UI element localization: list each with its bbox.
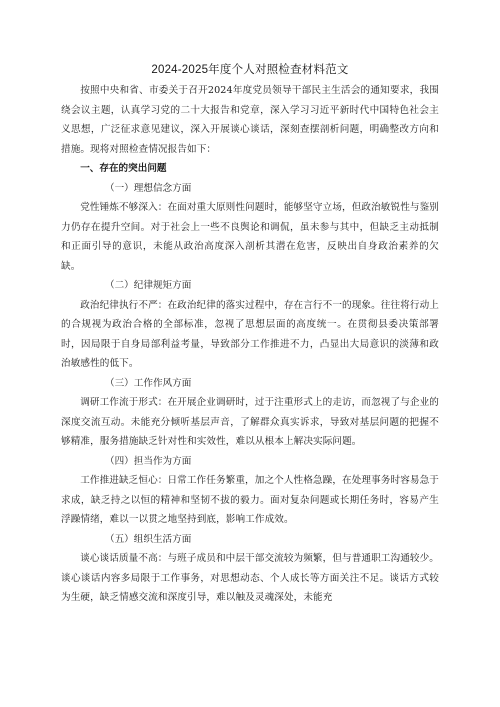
paragraph-lead: 党性锤炼不够深入： xyxy=(80,202,168,213)
document-title: 2024-2025年度个人对照检查材料范文 xyxy=(151,64,349,76)
paragraph-text: 日常工作任务繁重，加之个人性格急躁，在处理事务时容易急于求成，缺乏持之以恒的精神和坚韧不拔的毅力。面对复杂问题或长期任务时，容易产生浮躁情绪，难以一以贯之地坚持到底，影响工作成效。 xyxy=(61,475,439,525)
body-paragraph xyxy=(61,393,439,452)
paragraph-lead: 工作推进缺乏恒心： xyxy=(80,475,168,486)
subsection-heading-ideals: （一）理想信念方面 xyxy=(105,182,192,194)
subsection-heading-discipline: （二）纪律规矩方面 xyxy=(105,280,192,291)
subsection-heading-organization: （五）组织生活方面 xyxy=(105,533,192,545)
intro-paragraph: 按照中央和省、市委关于召开2024年度党员领导干部民主生活会的通知要求，我围绕会议主题，认真学习党的二十大报告和党章，深入学习习近平新时代中国特色社会主义思想，广泛征求意见建议，深入开展谈心谈话，深刻查摆剖析问题，明确整改方向和措施。现将对照检查情况报告如下： xyxy=(61,85,439,155)
subsection-heading-responsibility: （四）担当作为方面 xyxy=(105,455,192,467)
paragraph-text: 在开展企业调研时，过于注重形式上的走访，而忽视了与企业的深度交流互动。未能充分倾听基层声音，了解群众真实诉求，导致对基层问题的把握不够精准，服务措施缺乏针对性和实效性，难以从根本上解决实际问题。 xyxy=(61,397,439,447)
section-heading: 一、存在的突出问题 xyxy=(80,163,167,174)
body-paragraph xyxy=(61,198,439,276)
paragraph-lead: 调研工作流于形式： xyxy=(80,397,168,408)
subsection-heading-work-style: （三）工作作风方面 xyxy=(105,377,192,389)
paragraph-text: 与班子成员和中层干部交流较为频繁，但与普通职工沟通较少。谈心谈话内容多局限于工作事务，对思想动态、个人成长等方面关注不足。谈话方式较为生硬，缺乏情感交流和深度引导，难以触及灵魂深处，未能充 xyxy=(61,553,439,603)
document-page xyxy=(61,62,439,608)
body-paragraph xyxy=(61,296,439,374)
paragraph-lead: 谈心谈话质量不高： xyxy=(80,553,168,564)
paragraph-lead: 政治纪律执行不严： xyxy=(80,299,168,311)
paragraph-text: 在政治纪律的落实过程中，存在言行不一的现象。往往将行动上的合规视为政治合格的全部标准，忽视了思想层面的高度统一。在贯彻县委决策部署时，因局限于自身局部利益考量，导致部分工作推进不力，凸显出大局意识的淡薄和政治敏感性的低下。 xyxy=(61,299,439,369)
paragraph-text: 在面对重大原则性问题时，能够坚守立场，但政治敏锐性与鉴别力仍存在提升空间。对于社会上一些不良舆论和调侃，虽未参与其中，但缺乏主动抵制和正面引导的意识，未能从政治高度深入剖析其潜在危害，反映出自身政治素养的欠缺。 xyxy=(61,202,439,272)
body-paragraph xyxy=(61,549,439,608)
body-paragraph xyxy=(61,471,439,530)
